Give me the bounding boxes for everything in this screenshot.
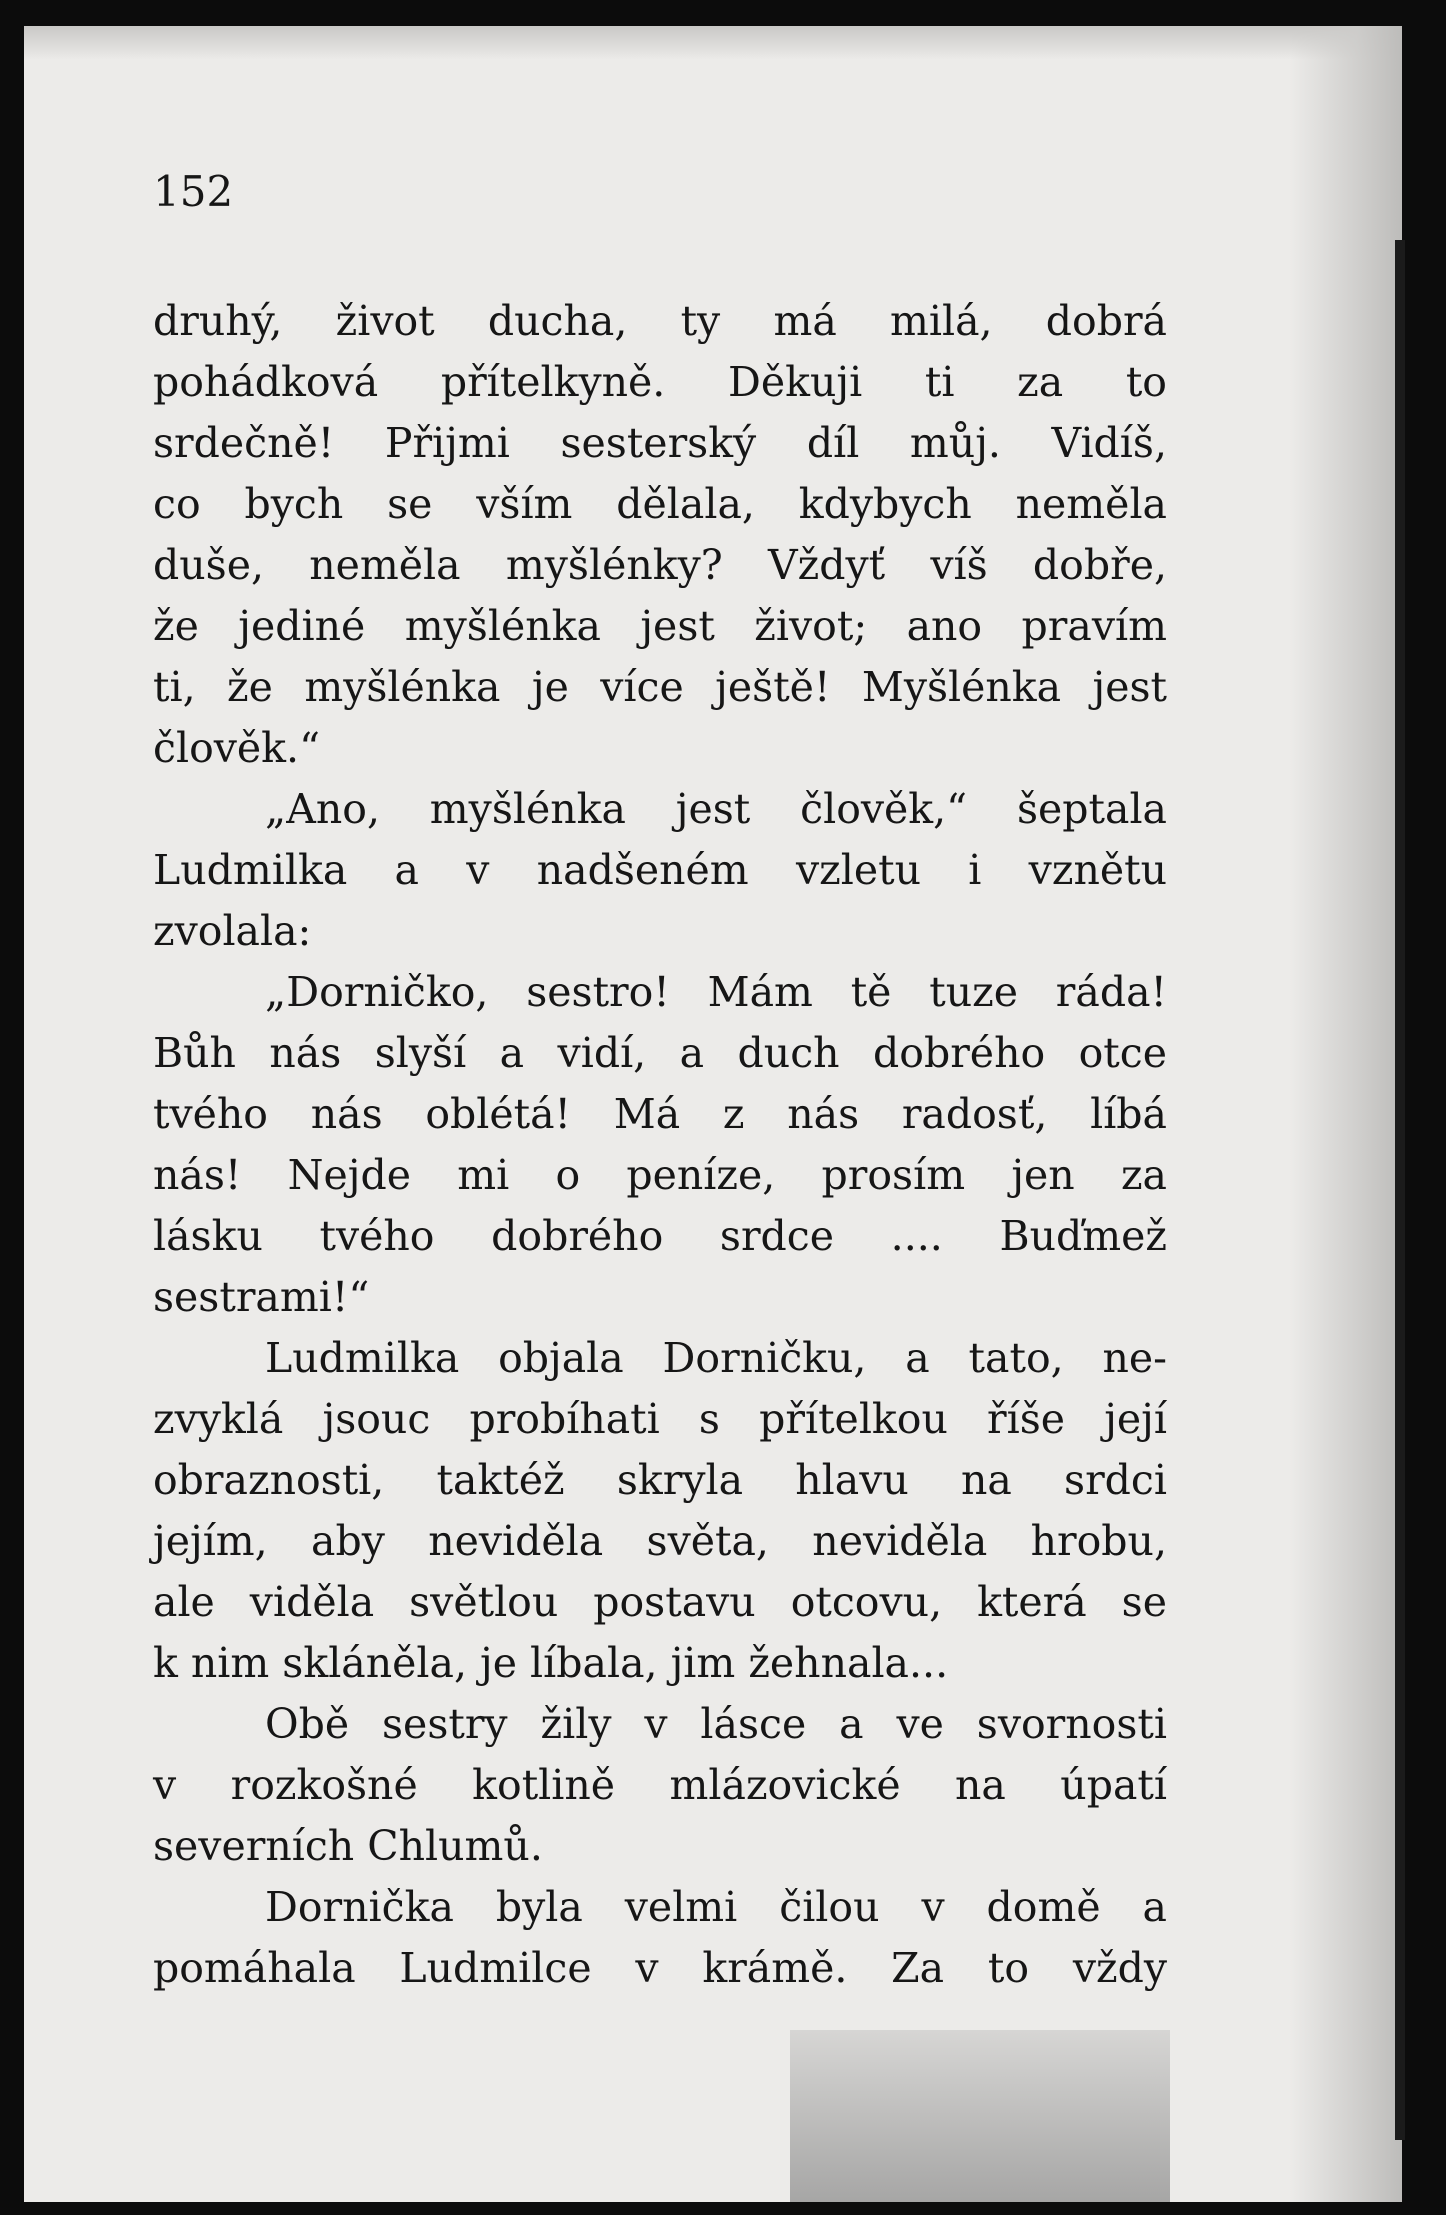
- text-line: Ludmilka objala Dorničku, a tato, ne-: [265, 1334, 1167, 1382]
- text-line: k nim skláněla, je líbala, jim žehnala...: [153, 1639, 949, 1687]
- text-line: Ludmilka a v nadšeném vzletu i vznětu: [153, 846, 1167, 894]
- text-line: „Dorničko, sestro! Mám tě tuze ráda!: [265, 968, 1167, 1016]
- text-line: obraznosti, taktéž skryla hlavu na srdci: [153, 1456, 1167, 1504]
- text-line: tvého nás oblétá! Má z nás radosť, líbá: [153, 1090, 1167, 1138]
- text-line: zvolala:: [153, 907, 312, 955]
- binding-edge: [1395, 240, 1405, 2140]
- scan-smudge: [790, 2030, 1170, 2202]
- text-line: jejím, aby neviděla světa, neviděla hrobu,: [153, 1517, 1167, 1565]
- text-line: pomáhala Ludmilce v krámě. Za to vždy: [153, 1944, 1167, 1992]
- text-line: co bych se vším dělala, kdybych neměla: [153, 480, 1167, 528]
- text-line: sestrami!“: [153, 1273, 370, 1321]
- text-line: zvyklá jsouc probíhati s přítelkou říše její: [153, 1395, 1167, 1443]
- text-line: Obě sestry žily v lásce a ve svornosti: [265, 1700, 1167, 1748]
- page-top-edge: [24, 26, 1402, 60]
- text-line: pohádková přítelkyně. Děkuji ti za to: [153, 358, 1167, 406]
- text-line: severních Chlumů.: [153, 1822, 543, 1870]
- text-line: ti, že myšlénka je více ještě! Myšlénka jest: [153, 663, 1167, 711]
- text-line: lásku tvého dobrého srdce .... Buďmež: [153, 1212, 1167, 1260]
- text-line: člověk.“: [153, 724, 321, 772]
- text-line: Dornička byla velmi čilou v domě a: [265, 1883, 1167, 1931]
- page-gutter-shadow: [1290, 26, 1402, 2202]
- text-line: srdečně! Přijmi sesterský díl můj. Vidíš,: [153, 419, 1167, 467]
- page-number: 152: [153, 167, 234, 216]
- text-line: duše, neměla myšlénky? Vždyť víš dobře,: [153, 541, 1167, 589]
- text-line: ale viděla světlou postavu otcovu, která se: [153, 1578, 1167, 1626]
- text-line: že jediné myšlénka jest život; ano pravím: [153, 602, 1167, 650]
- text-line: „Ano, myšlénka jest člověk,“ šeptala: [265, 785, 1167, 833]
- text-line: druhý, život ducha, ty má milá, dobrá: [153, 297, 1167, 345]
- text-line: v rozkošné kotlině mlázovické na úpatí: [153, 1761, 1167, 1809]
- text-line: Bůh nás slyší a vidí, a duch dobrého otce: [153, 1029, 1167, 1077]
- text-line: nás! Nejde mi o peníze, prosím jen za: [153, 1151, 1167, 1199]
